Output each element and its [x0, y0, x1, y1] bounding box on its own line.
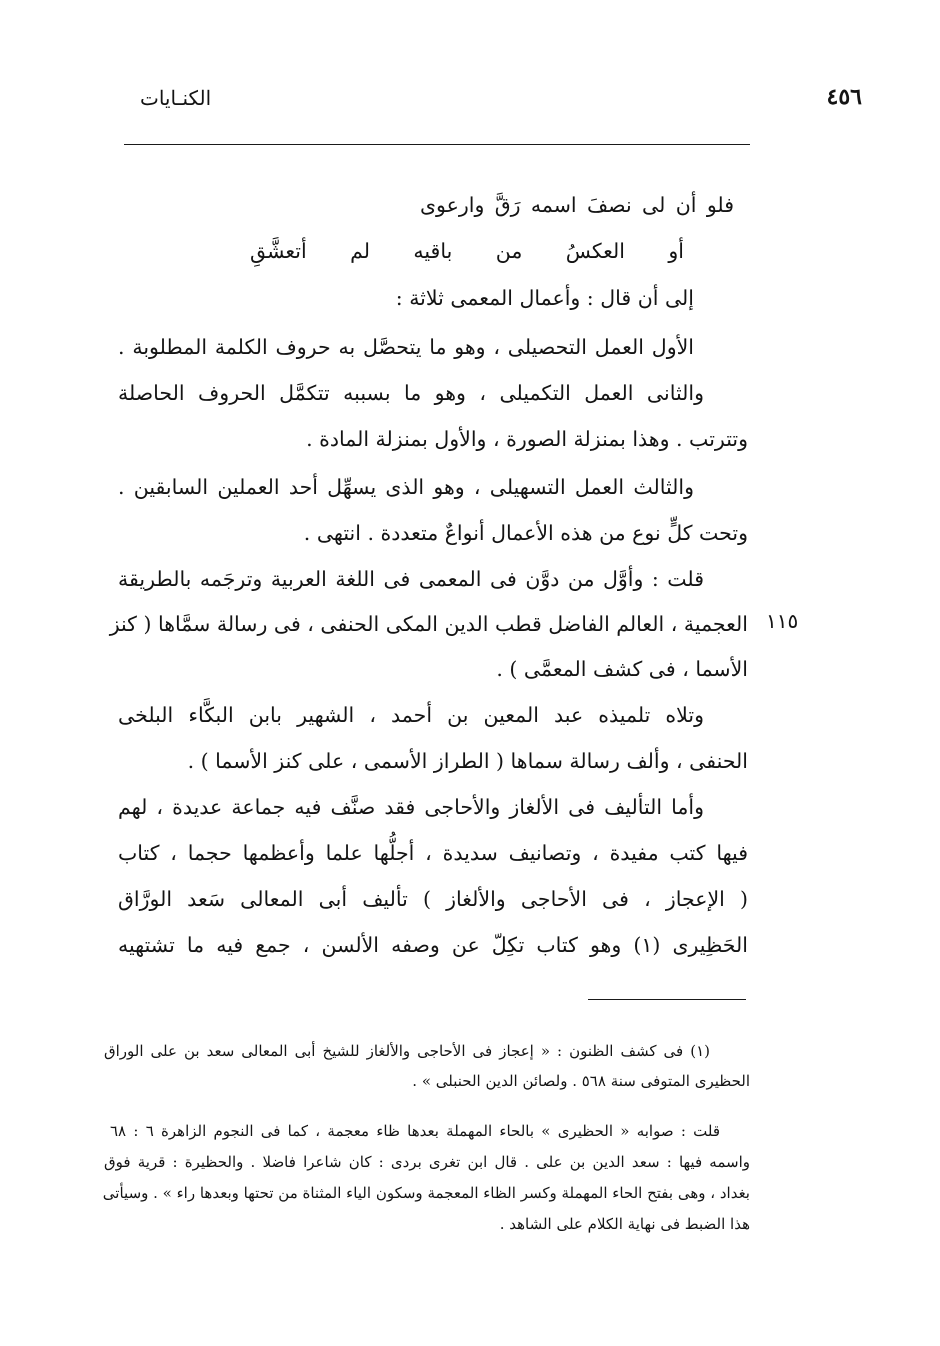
- body-line: والثانى العمل التكميلى ، وهو ما بسببه تتكمَّل الحروف الحاصلة: [118, 381, 704, 405]
- body-line: وتلاه تلميذه عبد المعين بن أحمد ، الشهير بابن البكَّاء البلخى: [118, 703, 704, 727]
- footnote-line: قلت : صوابه « الحظيرى » بالحاء المهملة بعدها ظاء معجمة ، كما فى النجوم الزاهرة ٦ : ٦٨: [110, 1122, 720, 1140]
- body-line: ( الإعجاز ، فى الأحاجى والألغاز ) تأليف أبى المعالى سَعد الورَّاق: [118, 887, 748, 911]
- body-line: الحنفى ، وألف رسالة سماها ( الطراز الأسمى ، على كنز الأسما ) .: [187, 749, 748, 773]
- header-rule: [124, 144, 750, 145]
- page-header: [120, 84, 862, 120]
- verse-first-hemistich: فلو أن لى نصفَ اسمه رَقَّ وارعوى: [420, 193, 734, 217]
- footnote-line: بغداد ، وهى بفتح الحاء المهملة وكسر الظاء المعجمة وسكون الياء المثناة من تحتها وبعدها راء » . وسيأتى: [102, 1184, 750, 1202]
- body-line: إلى أن قال : وأعمال المعمى ثلاثة :: [395, 286, 694, 310]
- verse-second-hemistich: أو العكسُ من باقيه لم أتعشَّقِ: [250, 239, 684, 263]
- footnote-line: واسمه فيها : سعد الدين بن على . قال ابن تغرى بردى : كان شاعرا فاضلا . والحظيرة : قرية فوق: [104, 1153, 750, 1171]
- body-line: الأول العمل التحصيلى ، وهو ما يتحصَّل به حروف الكلمة المطلوبة .: [118, 335, 694, 359]
- body-line: وتترتب . وهذا بمنزلة الصورة ، والأول بمنزلة المادة .: [306, 427, 748, 451]
- footnote-line: هذا الضبط فى نهاية الكلام على الشاهد .: [499, 1215, 750, 1233]
- body-line: وأما التأليف فى الألغاز والأحاجى فقد صنَّف فيه جماعة عديدة ، لهم: [118, 795, 704, 819]
- body-line: العجمية ، العالم الفاضل قطب الدين المكى الحنفى ، فى رسالة سمَّاها ( كنز: [109, 612, 748, 636]
- footnote-line: الحظيرى المتوفى سنة ٥٦٨ . ولصائن الدين الحنبلى » .: [412, 1072, 750, 1090]
- footnote-rule: [588, 999, 746, 1000]
- body-line: فيها كتب مفيدة ، وتصانيف سديدة ، أجلُّها علما وأعظمها حجما ، كتاب: [118, 841, 748, 865]
- body-line: وتحت كلٍّ نوع من هذه الأعمال أنواعٌ متعددة . انتهى .: [303, 521, 748, 545]
- line-number-marker: ١١٥: [766, 609, 799, 633]
- footnote-line: (١) فى كشف الظنون : « إعجاز فى الأحاجى والألغاز للشيخ أبى المعالى سعد بن على الوراق: [104, 1042, 710, 1060]
- page-number: ٤٥٦: [826, 84, 862, 110]
- body-line: قلت : وأوَّل من دوَّن فى المعمى فى اللغة العربية وترجَمه بالطريقة: [118, 567, 704, 591]
- body-line: والثالث العمل التسهيلى ، وهو الذى يسهِّل أحد العملين السابقين .: [118, 475, 694, 499]
- running-title: الكنـايات: [140, 86, 212, 110]
- body-line: الأسما ، فى كشف المعمَّى ) .: [496, 657, 748, 681]
- body-line: الحَظِيرى (١) وهو كتاب تكِلّ عن وصفه الألسن ، جمع فيه ما تشتهيه: [118, 933, 748, 957]
